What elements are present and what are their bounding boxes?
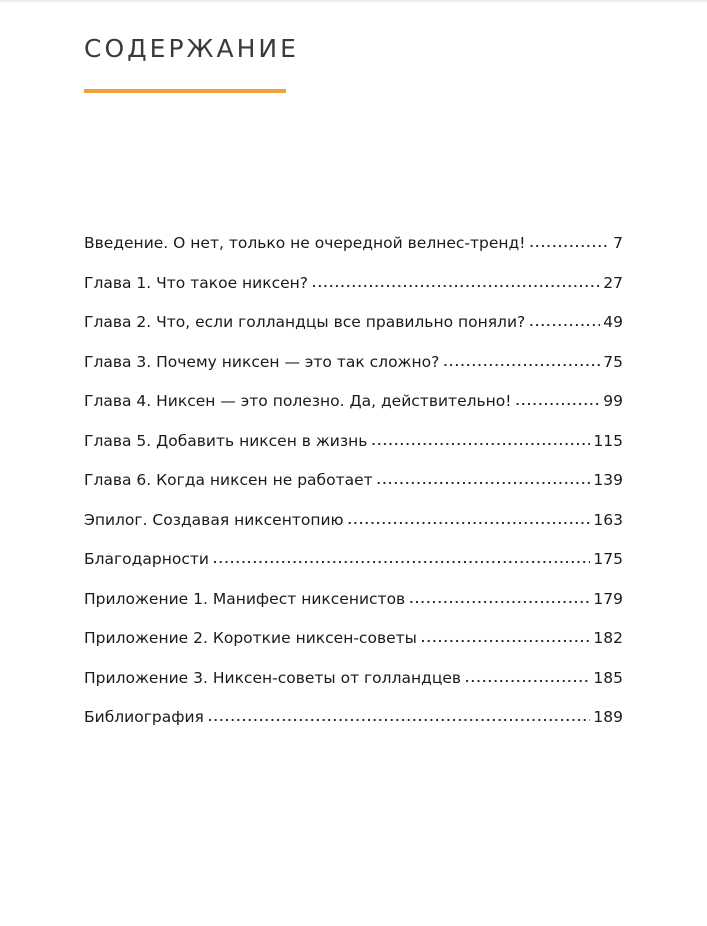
toc-entry-title: Глава 1. Что такое никсен? bbox=[84, 273, 309, 292]
toc-entry-title: Библиография bbox=[84, 708, 204, 726]
toc-entry-title: Приложение 2. Короткие никсен-советы bbox=[84, 629, 417, 647]
toc-entry[interactable] bbox=[84, 710, 623, 750]
dot-leader bbox=[213, 554, 590, 565]
toc-entry-title: Глава 2. Что, если голландцы все правильно поняли? bbox=[84, 313, 526, 331]
toc-entry[interactable] bbox=[84, 510, 623, 553]
dot-leader bbox=[421, 633, 591, 644]
table-of-contents bbox=[84, 236, 623, 750]
toc-entry-page: 27 bbox=[603, 273, 623, 292]
toc-entry-page: 163 bbox=[593, 510, 623, 529]
toc-entry-page: 185 bbox=[593, 668, 623, 687]
toc-entry-title: Приложение 3. Никсен-советы от голландцев bbox=[84, 668, 462, 687]
toc-entry-title: Введение. О нет, только не очередной велнес-тренд! bbox=[84, 234, 526, 252]
toc-entry[interactable] bbox=[84, 352, 623, 395]
toc-entry-page: 175 bbox=[593, 550, 623, 568]
toc-entry-page: 75 bbox=[603, 352, 623, 371]
toc-entry[interactable] bbox=[84, 631, 623, 671]
toc-entry[interactable] bbox=[84, 589, 623, 632]
toc-entry[interactable] bbox=[84, 273, 623, 316]
dot-leader bbox=[515, 396, 600, 407]
toc-entry-page: 182 bbox=[593, 629, 623, 647]
page-title: СОДЕРЖАНИЕ bbox=[84, 34, 299, 63]
toc-entry-page: 49 bbox=[603, 313, 623, 331]
dot-leader bbox=[348, 515, 591, 526]
dot-leader bbox=[409, 594, 590, 605]
toc-entry-page: 139 bbox=[593, 471, 623, 489]
toc-entry-title: Глава 6. Когда никсен не работает bbox=[84, 471, 373, 489]
toc-entry-page: 189 bbox=[593, 708, 623, 726]
toc-entry-title: Глава 5. Добавить никсен в жизнь bbox=[84, 431, 368, 450]
toc-entry[interactable] bbox=[84, 473, 623, 513]
toc-entry-title: Эпилог. Создавая никсентопию bbox=[84, 510, 344, 529]
dot-leader bbox=[529, 317, 600, 328]
toc-entry-title: Глава 3. Почему никсен — это так сложно? bbox=[84, 352, 440, 371]
toc-entry-page: 99 bbox=[603, 392, 623, 410]
dot-leader bbox=[312, 278, 600, 289]
dot-leader bbox=[465, 673, 590, 684]
toc-entry[interactable] bbox=[84, 668, 623, 711]
toc-entry-page: 179 bbox=[593, 589, 623, 608]
toc-entry[interactable] bbox=[84, 431, 623, 474]
toc-entry-page: 115 bbox=[593, 431, 623, 450]
toc-entry-title: Глава 4. Никсен — это полезно. Да, действительно! bbox=[84, 392, 512, 410]
dot-leader bbox=[377, 475, 591, 486]
toc-entry-title: Приложение 1. Манифест никсенистов bbox=[84, 589, 406, 608]
toc-entry[interactable] bbox=[84, 315, 623, 355]
toc-entry-page: 7 bbox=[613, 234, 623, 252]
dot-leader bbox=[443, 357, 600, 368]
page-top-edge bbox=[0, 0, 707, 3]
toc-entry-title: Благодарности bbox=[84, 550, 209, 568]
toc-entry[interactable] bbox=[84, 394, 623, 434]
title-underline bbox=[84, 89, 286, 93]
dot-leader bbox=[371, 436, 590, 447]
dot-leader bbox=[208, 712, 591, 723]
toc-entry[interactable] bbox=[84, 552, 623, 592]
toc-entry[interactable] bbox=[84, 236, 623, 276]
dot-leader bbox=[529, 238, 610, 249]
